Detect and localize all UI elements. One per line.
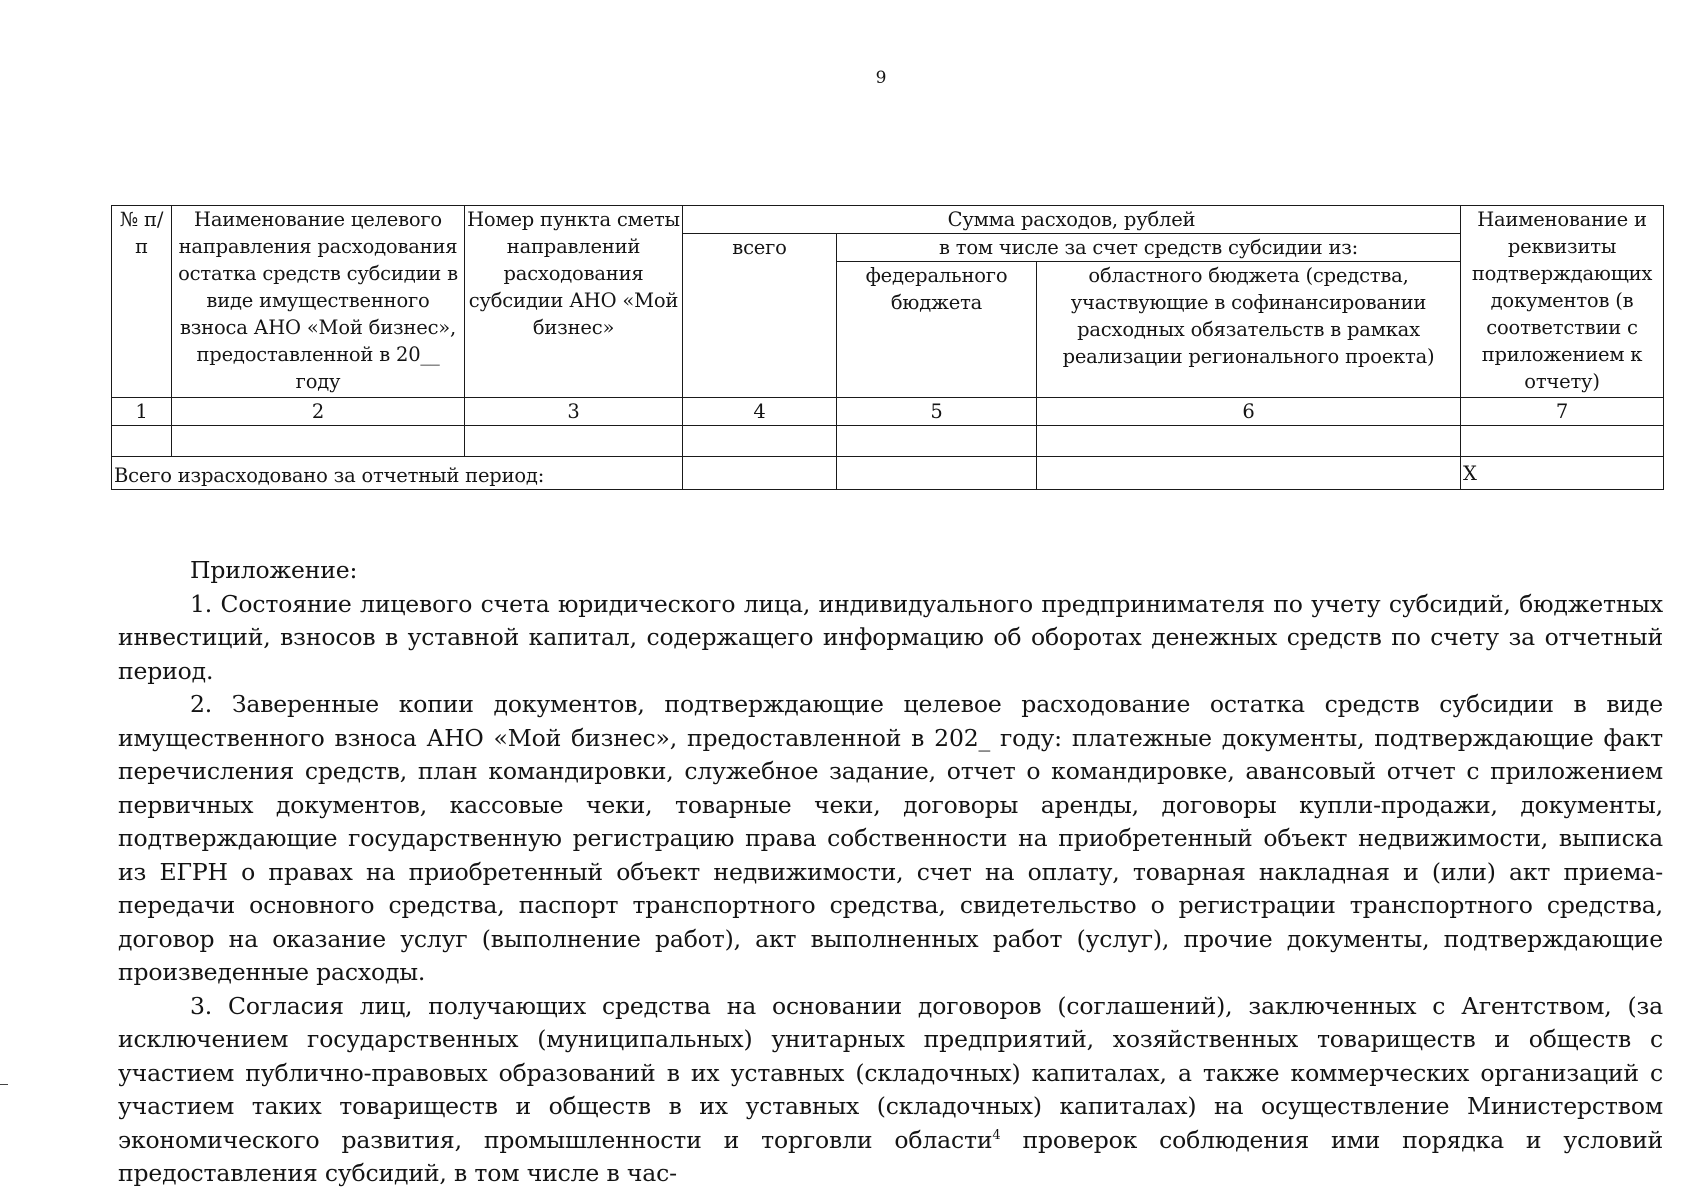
header-sum-group: Сумма расходов, рублей xyxy=(683,206,1461,234)
margin-mark xyxy=(0,1084,8,1085)
header-federal: федерального бюджета xyxy=(837,262,1037,398)
col-number-1: 1 xyxy=(112,398,172,426)
col-number-4: 4 xyxy=(683,398,837,426)
header-documents: Наименование и реквизиты подтверждающих документов (в соответствии с приложением к отчету) xyxy=(1461,206,1664,398)
column-number-row xyxy=(112,398,1664,426)
appendix-item-3-continuation: проверок соблюдения ими порядка и условий предоставления субсидий, в том числе в час- xyxy=(118,1125,1663,1187)
appendix-item-3-text: 3. Согласия лиц, получающих средства на основании договоров (соглашений), заключенных с Агентством, (за исключением государственных (муниципальных) унитарных предприятий, хозяйственных товариществ и обществ с участием публично-правовых образований в их уставных (складочных) капиталах, а также коммерческих организаций с участием таких товариществ и обществ в их уставных (складочных) капиталах) на осуществление Министерством экономического развития, промышленности и торговли области xyxy=(118,991,1663,1154)
appendix-item-3 xyxy=(118,990,1663,1191)
appendix-item-2: 2. Заверенные копии документов, подтверждающие целевое расходование остатка средств субсидии в виде имущественного взноса АНО «Мой бизнес», предоставленной в 202_ году: платежные документы, подтверждающие факт перечисления средств, план командировки, служебное задание, отчет о командировке, авансовый отчет с приложением первичных документов, кассовые чеки, товарные чеки, договоры аренды, договоры купли-продажи, документы, подтверждающие государственную регистрацию права собственности на приобретенный объект недвижимости, выписка из ЕГРН о правах на приобретенный объект недвижимости, счет на оплату, товарная накладная и (или) акт приема-передачи основного средства, паспорт транспортного средства, свидетельство о регистрации транспортного средства, договор на оказание услуг (выполнение работ), акт выполненных работ (услуг), прочие документы, подтверждающие произведенные расходы. xyxy=(118,690,1663,986)
empty-cell xyxy=(465,426,683,457)
page-number: 9 xyxy=(875,68,887,88)
empty-cell xyxy=(683,426,837,457)
appendix-title: Приложение: xyxy=(190,556,358,584)
col-number-6: 6 xyxy=(1037,398,1461,426)
total-label: Всего израсходовано за отчетный период: xyxy=(112,457,683,490)
total-cell xyxy=(837,457,1037,490)
expense-report-table xyxy=(111,205,1664,490)
header-regional: областного бюджета (средства, участвующие в софинансировании расходных обязательств в рамках реализации регионального проекта) xyxy=(1037,262,1461,398)
header-estimate-item: Номер пункта сметы направлений расходования субсидии АНО «Мой бизнес» xyxy=(465,206,683,398)
col-number-5: 5 xyxy=(837,398,1037,426)
col-number-7: 7 xyxy=(1461,398,1664,426)
appendix-item-1: 1. Состояние лицевого счета юридического лица, индивидуального предпринимателя по учету субсидий, бюджетных инвестиций, взносов в уставной капитал, содержащего информацию об оборотах денежных средств по счету за отчетный период. xyxy=(118,589,1663,685)
total-row xyxy=(112,457,1664,490)
col-number-2: 2 xyxy=(172,398,465,426)
footnote-marker: 4 xyxy=(992,1127,1001,1143)
header-total: всего xyxy=(683,234,837,398)
empty-cell xyxy=(1037,426,1461,457)
empty-cell xyxy=(1461,426,1664,457)
total-cell xyxy=(683,457,837,490)
empty-cell xyxy=(837,426,1037,457)
col-number-3: 3 xyxy=(465,398,683,426)
empty-cell xyxy=(112,426,172,457)
empty-data-row xyxy=(112,426,1664,457)
appendix-section xyxy=(118,554,1663,1191)
header-including: в том числе за счет средств субсидии из: xyxy=(837,234,1461,262)
header-direction: Наименование целевого направления расходования остатка средств субсидии в виде имущественного взноса АНО «Мой бизнес», предоставленной в 20__ году xyxy=(172,206,465,398)
empty-cell xyxy=(172,426,465,457)
total-documents-mark: Х xyxy=(1461,457,1664,490)
total-cell xyxy=(1037,457,1461,490)
header-num: № п/п xyxy=(112,206,172,398)
